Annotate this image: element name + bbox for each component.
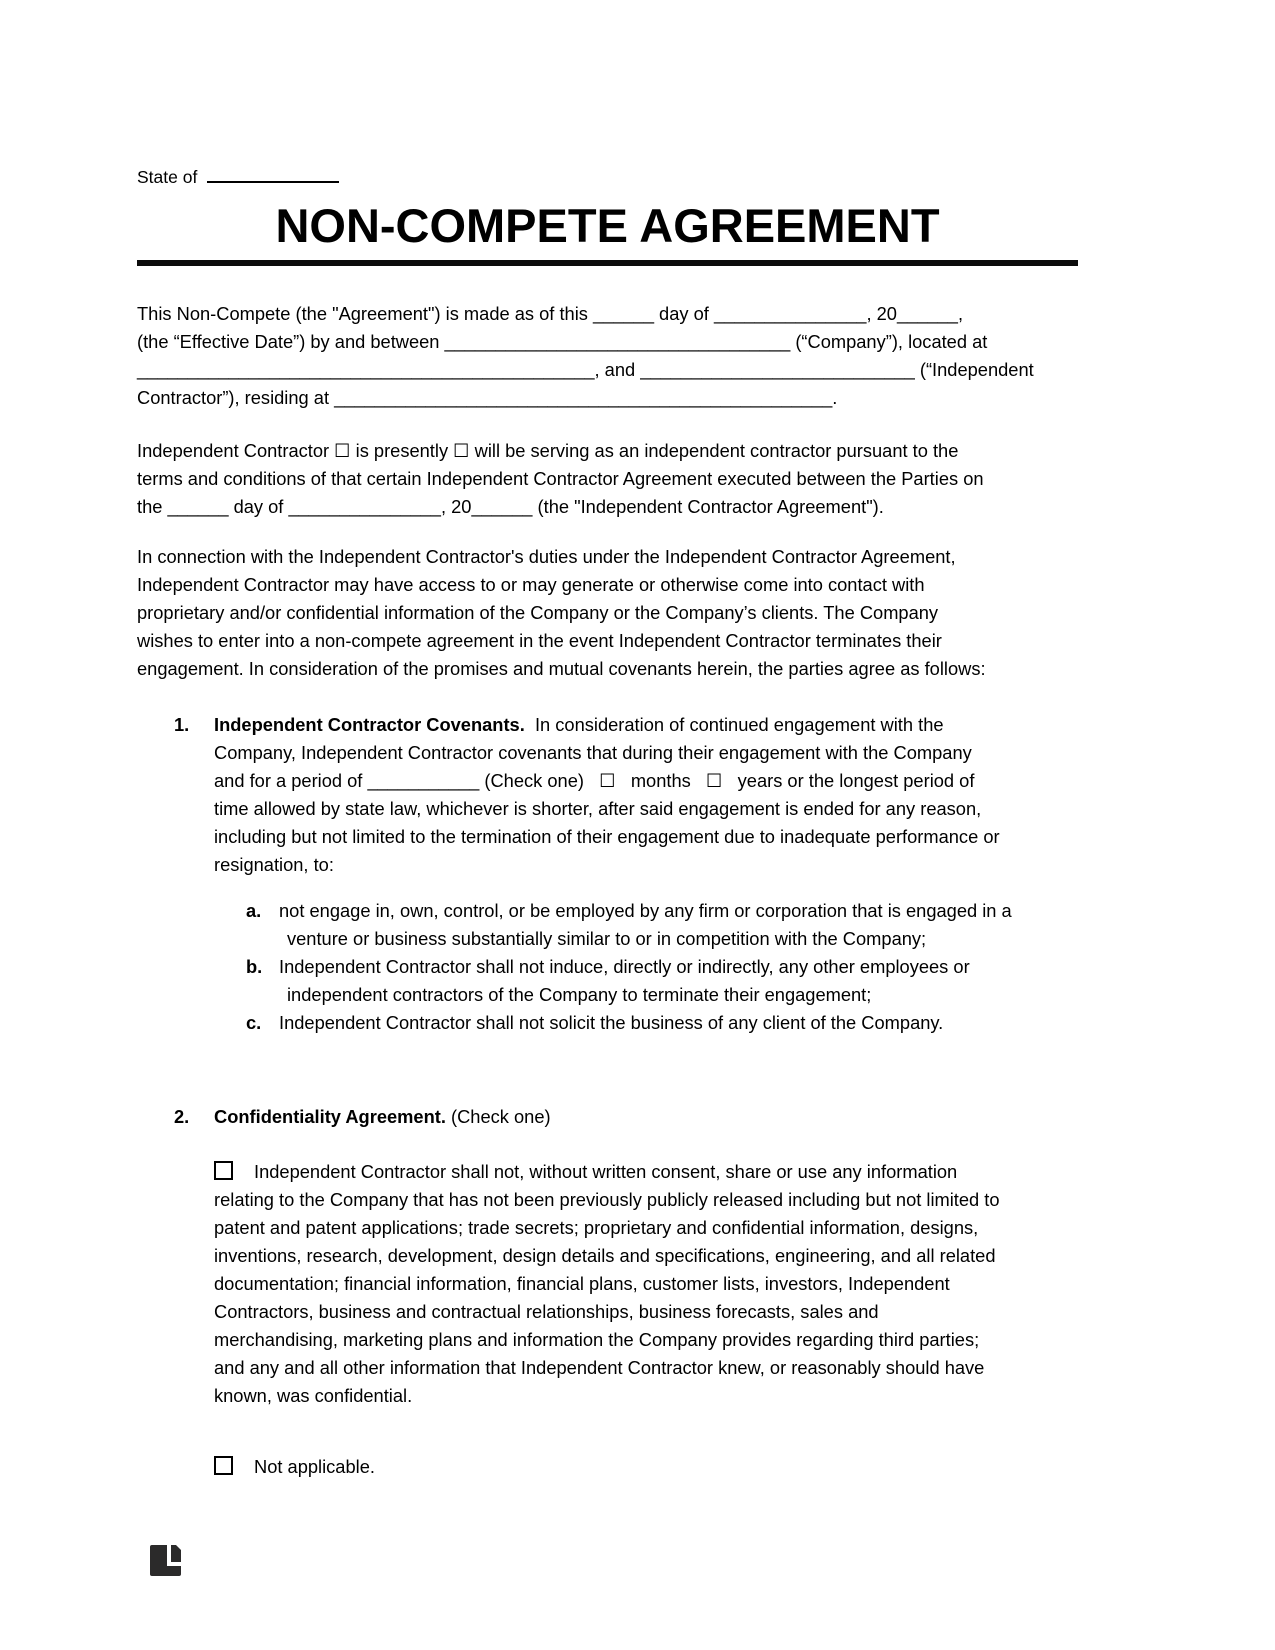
text-line: engagement. In consideration of the promises and mutual covenants herein, the parties agree as follows: (137, 658, 986, 679)
confidentiality-option-not-applicable (137, 1453, 1078, 1481)
covenants-heading-rest: In consideration of continued engagement with the (524, 714, 944, 735)
state-of-label: State of (137, 167, 198, 187)
text-line: Independent Contractor may have access to or may generate or otherwise come into contact with (137, 574, 925, 595)
text-line: and any and all other information that Independent Contractor knew, or reasonably should have (214, 1357, 985, 1378)
option-text: Independent Contractor shall not, without written consent, share or use any information (254, 1161, 958, 1182)
list-item-c (137, 1009, 1078, 1037)
confidentiality-option-full (137, 1158, 1078, 1410)
recitals-paragraph (137, 543, 1078, 683)
text-line: time allowed by state law, whichever is shorter, after said engagement is ended for any reason, (214, 798, 982, 819)
text-line: and for a period of ___________ (Check one) ☐ months ☐ years or the longest period of (214, 770, 975, 791)
text-line: proprietary and/or confidential information of the Company or the Company’s clients. The Company (137, 602, 939, 623)
text-line: Independent Contractor shall not solicit the business of any client of the Company. (279, 1012, 944, 1033)
text-line: resignation, to: (214, 854, 334, 875)
text-line: Contractor”), residing at _________________________________________________. (137, 387, 838, 408)
text-line: documentation; financial information, financial plans, customer lists, investors, Independent (214, 1273, 950, 1294)
confidentiality-heading: Confidentiality Agreement. (214, 1106, 446, 1127)
text-line: the ______ day of _______________, 20______ (the "Independent Contractor Agreement"). (137, 496, 884, 517)
text-line: In connection with the Independent Contractor's duties under the Independent Contractor Agreement, (137, 546, 956, 567)
text-line (214, 1103, 1078, 1131)
text-line: wishes to enter into a non-compete agreement in the event Independent Contractor terminates their (137, 630, 942, 651)
text-line: This Non-Compete (the "Agreement") is made as of this ______ day of _______________, 20______, (137, 303, 964, 324)
text-line (214, 1158, 1078, 1186)
logo-cut-horizontal (167, 1562, 181, 1566)
section-covenants (137, 711, 1078, 879)
text-line: not engage in, own, control, or be employed by any firm or corporation that is engaged in a (279, 900, 1012, 921)
text-line: venture or business substantially similar to or in competition with the Company; (287, 928, 927, 949)
option-text: Not applicable. (254, 1456, 375, 1477)
serving-clause-paragraph (137, 437, 1078, 521)
text-line: Independent Contractor shall not induce, directly or indirectly, any other employees or (279, 956, 970, 977)
text-line: _____________________________________________, and ___________________________ (“Independent (137, 359, 1034, 380)
logo-corner-notch (176, 1545, 181, 1550)
title-divider (137, 260, 1078, 266)
text-line: independent contractors of the Company to terminate their engagement; (287, 984, 872, 1005)
text-line: Company, Independent Contractor covenants that during their engagement with the Company (214, 742, 972, 763)
list-number: 1. (174, 714, 190, 735)
text-line: known, was confidential. (214, 1385, 413, 1406)
list-item-a (137, 897, 1078, 953)
checkbox-confidentiality[interactable] (214, 1161, 233, 1180)
covenants-subitems (137, 897, 1078, 1037)
list-letter: c. (246, 1012, 262, 1033)
text-line: relating to the Company that has not been previously publicly released including but not limited to (214, 1189, 1000, 1210)
confidentiality-heading-rest: (Check one) (445, 1106, 551, 1127)
list-letter: b. (246, 956, 263, 977)
text-line: merchandising, marketing plans and information the Company provides regarding third parties; (214, 1329, 980, 1350)
text-line: inventions, research, development, design details and specifications, engineering, and all related (214, 1245, 996, 1266)
document-content (137, 0, 1078, 1481)
text-line (214, 1453, 1078, 1481)
text-line: Independent Contractor ☐ is presently ☐ will be serving as an independent contractor pursuant to the (137, 440, 959, 461)
list-letter: a. (246, 900, 262, 921)
intro-paragraph (137, 300, 1078, 412)
text-line: Contractors, business and contractual relationships, business forecasts, sales and (214, 1301, 879, 1322)
text-line (214, 711, 1078, 739)
section-confidentiality (137, 1103, 1078, 1131)
list-number: 2. (174, 1106, 190, 1127)
text-line: patent and patent applications; trade secrets; proprietary and confidential information, designs, (214, 1217, 979, 1238)
page-title: NON-COMPETE AGREEMENT (275, 199, 940, 252)
text-line: including but not limited to the termination of their engagement due to inadequate performance or (214, 826, 1000, 847)
state-of-line (137, 166, 1078, 188)
covenants-heading: Independent Contractor Covenants. (214, 714, 525, 735)
text-line: terms and conditions of that certain Independent Contractor Agreement executed between the Parties on (137, 468, 984, 489)
list-item-b (137, 953, 1078, 1009)
text-line: (the “Effective Date”) by and between __________________________________ (“Company”), located at (137, 331, 988, 352)
legal-templates-logo (150, 1545, 181, 1576)
checkbox-not-applicable[interactable] (214, 1456, 233, 1475)
state-name-blank (207, 167, 339, 183)
